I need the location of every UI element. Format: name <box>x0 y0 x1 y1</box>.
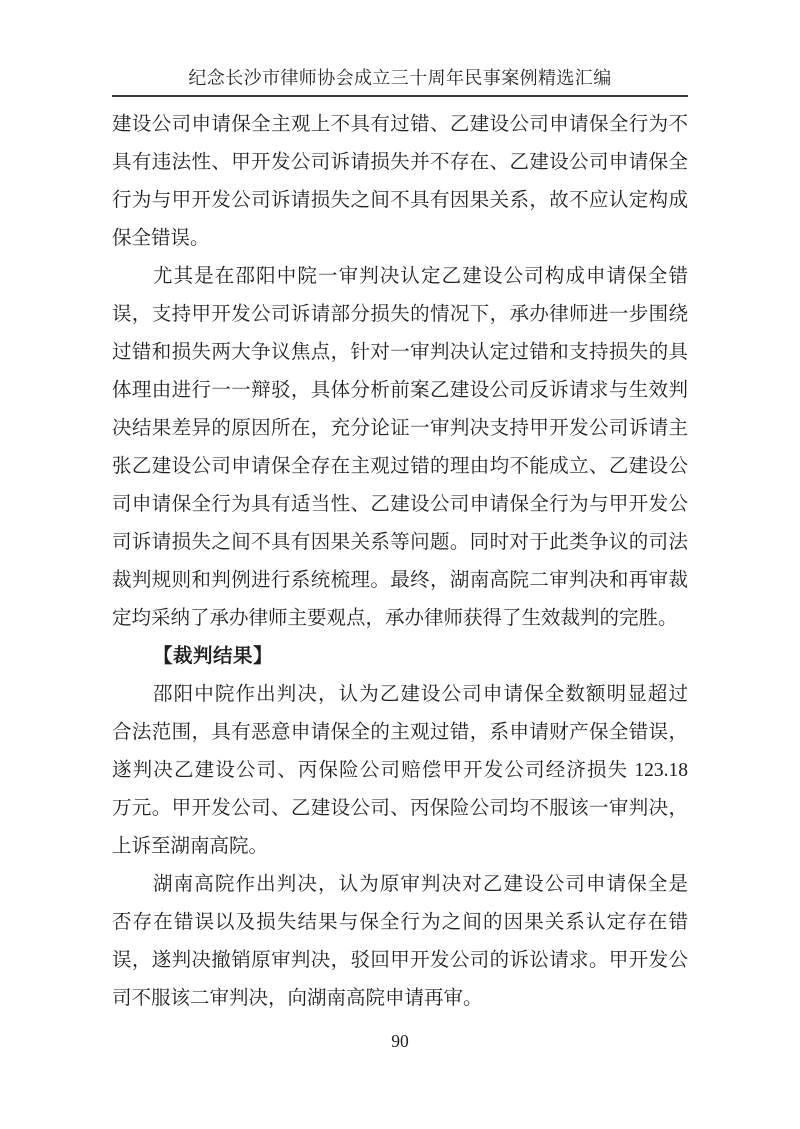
text-line: 具有违法性、甲开发公司诉请损失并不存在、乙建设公司申请保全 <box>112 152 688 173</box>
text-line: 否存在错误以及损失结果与保全行为之间的因果关系认定存在错 <box>112 912 688 933</box>
header-rule-divider <box>112 95 688 97</box>
document-body <box>112 106 688 1018</box>
section-heading: 【裁判结果】 <box>153 646 274 667</box>
page-number: 90 <box>391 1031 409 1051</box>
text-line: 张乙建设公司申请保全存在主观过错的理由均不能成立、乙建设公 <box>112 456 688 477</box>
text-line: 过错和损失两大争议焦点，针对一审判决认定过错和支持损失的具 <box>112 342 688 363</box>
text-line: 邵阳中院作出判决，认为乙建设公司申请保全数额明显超过 <box>153 684 688 705</box>
text-line: 遂判决乙建设公司、丙保险公司赔偿甲开发公司经济损失 123.18 <box>112 760 688 781</box>
text-line: 合法范围，具有恶意申请保全的主观过错，系申请财产保全错误， <box>112 722 688 743</box>
text-line: 司不服该二审判决，向湖南高院申请再审。 <box>112 988 483 1009</box>
text-line: 误，支持甲开发公司诉请部分损失的情况下，承办律师进一步围绕 <box>112 304 688 325</box>
text-line: 司诉请损失之间不具有因果关系等问题。同时对于此类争议的司法 <box>112 532 688 553</box>
text-line: 行为与甲开发公司诉请损失之间不具有因果关系，故不应认定构成 <box>112 190 688 211</box>
text-line: 体理由进行一一辩驳，具体分析前案乙建设公司反诉请求与生效判 <box>112 380 688 401</box>
text-line: 决结果差异的原因所在，充分论证一审判决支持甲开发公司诉请主 <box>112 418 688 439</box>
running-header-title: 纪念长沙市律师协会成立三十周年民事案例精选汇编 <box>188 68 612 88</box>
text-line: 建设公司申请保全主观上不具有过错、乙建设公司申请保全行为不 <box>112 114 688 135</box>
text-line: 定均采纳了承办律师主要观点，承办律师获得了生效裁判的完胜。 <box>112 608 678 629</box>
text-line: 尤其是在邵阳中院一审判决认定乙建设公司构成申请保全错 <box>153 266 688 287</box>
text-line: 上诉至湖南高院。 <box>112 836 269 857</box>
text-line: 误，遂判决撤销原审判决，驳回甲开发公司的诉讼请求。甲开发公 <box>112 950 688 971</box>
text-line: 裁判规则和判例进行系统梳理。最终，湖南高院二审判决和再审裁 <box>112 570 688 591</box>
text-line: 湖南高院作出判决，认为原审判决对乙建设公司申请保全是 <box>153 874 688 895</box>
text-line: 保全错误。 <box>112 228 210 249</box>
text-line: 万元。甲开发公司、乙建设公司、丙保险公司均不服该一审判决， <box>112 798 688 819</box>
text-line: 司申请保全行为具有适当性、乙建设公司申请保全行为与甲开发公 <box>112 494 688 515</box>
